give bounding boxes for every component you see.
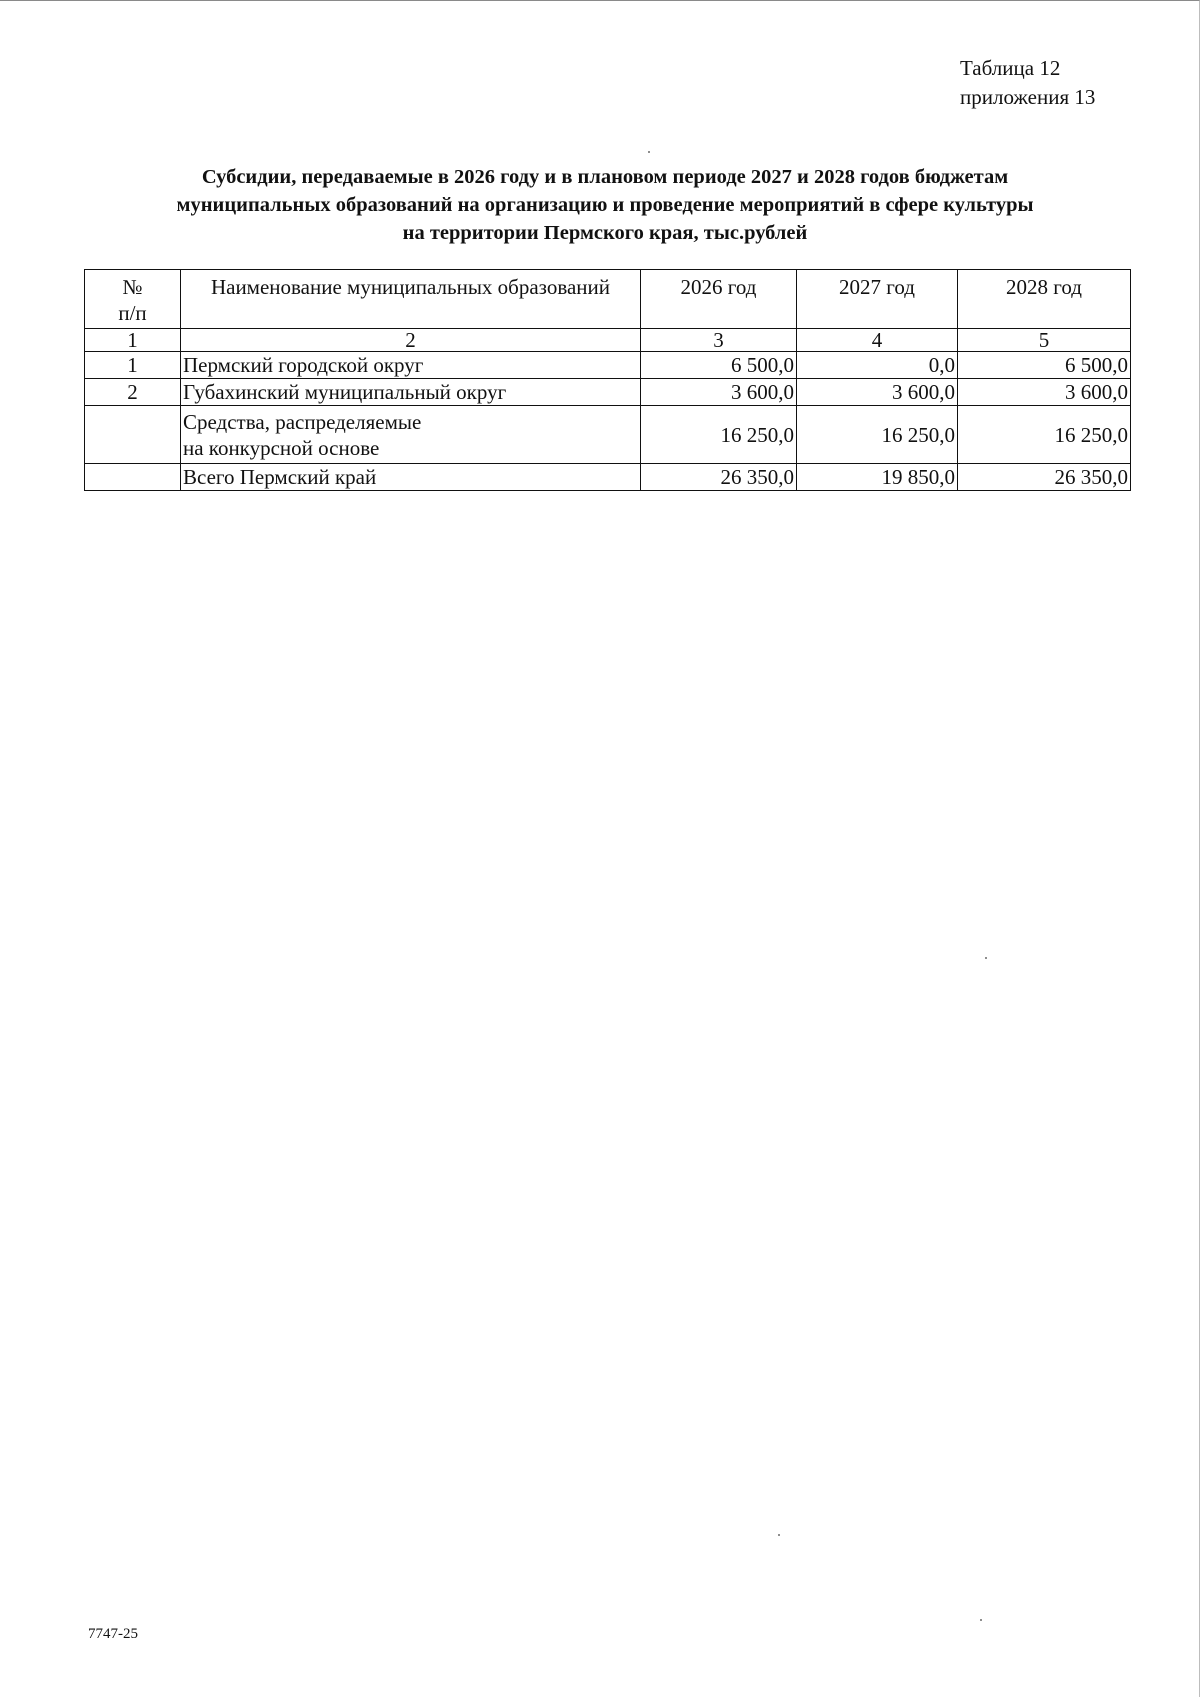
row-num: 1 — [85, 352, 181, 379]
appendix-number: приложения 13 — [960, 85, 1096, 109]
column-number: 1 — [85, 329, 181, 352]
column-number-row — [85, 329, 1131, 352]
total-2028: 26 350,0 — [958, 464, 1131, 491]
row-num — [85, 464, 181, 491]
table-row — [85, 352, 1131, 379]
header-2027: 2027 год — [797, 270, 958, 329]
value-2027: 16 250,0 — [797, 406, 958, 464]
subsidies-table — [84, 269, 1131, 491]
row-num: 2 — [85, 379, 181, 406]
scan-speck — [985, 957, 987, 959]
column-number: 3 — [641, 329, 797, 352]
column-number: 2 — [181, 329, 641, 352]
header-2026: 2026 год — [641, 270, 797, 329]
title-line-2: муниципальных образований на организацию и проведение мероприятий в сфере культуры — [176, 194, 1034, 216]
scan-speck — [778, 1534, 780, 1536]
value-2026: 16 250,0 — [641, 406, 797, 464]
total-2027: 19 850,0 — [797, 464, 958, 491]
table-reference — [960, 54, 1095, 112]
name-line-2: на конкурсной основе — [183, 435, 380, 460]
table-header-row — [85, 270, 1131, 329]
row-num — [85, 406, 181, 464]
municipality-name: Пермский городской округ — [181, 352, 641, 379]
total-label: Всего Пермский край — [181, 464, 641, 491]
value-2027: 3 600,0 — [797, 379, 958, 406]
title-line-3: на территории Пермского края, тыс.рублей — [402, 222, 808, 244]
total-2026: 26 350,0 — [641, 464, 797, 491]
name-line-1: Средства, распределяемые — [183, 409, 422, 434]
title-line-1: Субсидии, передаваемые в 2026 году и в плановом периоде 2027 и 2028 годов бюджетам — [201, 166, 1009, 188]
value-2028: 6 500,0 — [958, 352, 1131, 379]
value-2026: 6 500,0 — [641, 352, 797, 379]
header-num-abbr: п/п — [118, 301, 147, 325]
scan-speck — [980, 1619, 982, 1621]
table-row — [85, 379, 1131, 406]
municipality-name — [181, 406, 641, 464]
scan-speck — [648, 151, 650, 153]
value-2026: 3 600,0 — [641, 379, 797, 406]
table-row — [85, 406, 1131, 464]
value-2028: 16 250,0 — [958, 406, 1131, 464]
header-2028: 2028 год — [958, 270, 1131, 329]
column-number: 4 — [797, 329, 958, 352]
value-2027: 0,0 — [797, 352, 958, 379]
total-row — [85, 464, 1131, 491]
document-title — [80, 163, 1130, 247]
header-num — [85, 270, 181, 329]
value-2028: 3 600,0 — [958, 379, 1131, 406]
column-number: 5 — [958, 329, 1131, 352]
municipality-name: Губахинский муниципальный округ — [181, 379, 641, 406]
header-name: Наименование муниципальных образований — [181, 270, 641, 329]
table-number: Таблица 12 — [960, 56, 1061, 80]
document-code: 7747-25 — [88, 1626, 138, 1642]
header-num-symbol: № — [122, 275, 143, 299]
